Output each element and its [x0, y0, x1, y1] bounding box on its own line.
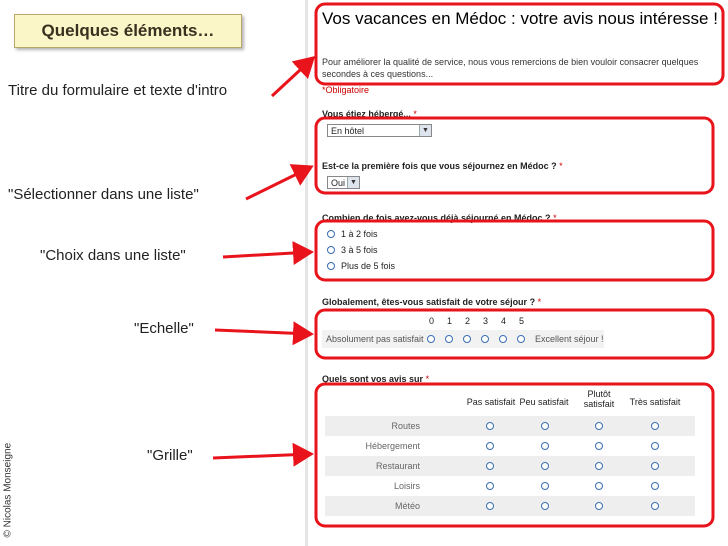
- highlight-box-select: [316, 118, 713, 193]
- chevron-down-icon: ▼: [347, 177, 359, 188]
- copyright-credit: © Nicolas Monseigne: [2, 442, 14, 538]
- select-value: En hôtel: [331, 126, 365, 136]
- grid-row-label: Hébergement: [365, 441, 420, 451]
- scale-number: 0: [429, 316, 435, 326]
- required-star: *: [537, 297, 542, 307]
- scale-number: 1: [447, 316, 453, 326]
- required-star: *: [413, 109, 417, 119]
- grid-row-label: Restaurant: [375, 461, 420, 471]
- select-value: Oui: [331, 178, 346, 188]
- scale-low-label: Absolument pas satisfait: [326, 334, 424, 344]
- radio-label: 1 à 2 fois: [341, 229, 378, 239]
- label-title-intro: Titre du formulaire et texte d'intro: [8, 82, 228, 99]
- highlight-box-title: [316, 4, 723, 84]
- question-label: Quels sont vos avis sur: [322, 374, 424, 384]
- arrow-select: [246, 167, 311, 199]
- highlight-box-grid: [316, 384, 713, 526]
- scale-high-label: Excellent séjour !: [535, 334, 604, 344]
- required-star: *: [559, 161, 563, 171]
- form-title: Vos vacances en Médoc : votre avis nous intéresse !: [322, 9, 718, 28]
- radio-label: 3 à 5 fois: [341, 245, 378, 255]
- grid-row-label: Météo: [394, 501, 420, 511]
- chevron-down-icon: ▼: [419, 125, 431, 136]
- grid-column-header: Peu satisfait: [519, 397, 569, 407]
- grid-row-label: Routes: [391, 421, 420, 431]
- question-label: Vous étiez hébergé...: [322, 109, 411, 119]
- scale-number: 2: [465, 316, 471, 326]
- form-intro-text: Pour améliorer la qualité de service, nous vous remercions de bien vouloir consacrer quelques secondes à ces questions...: [322, 57, 699, 79]
- required-star: *: [553, 213, 557, 223]
- grid-column-header: Pas satisfait: [466, 397, 516, 407]
- grid-column-header: Très satisfait: [629, 397, 681, 407]
- label-choice-list: "Choix dans une liste": [40, 247, 186, 264]
- grid-column-header: Plutôt satisfait: [583, 389, 615, 409]
- arrow-choice: [223, 252, 311, 257]
- slide-title: Quelques éléments…: [14, 14, 242, 48]
- scale-number: 3: [483, 316, 489, 326]
- scale-number: 5: [519, 316, 525, 326]
- question-label: Est-ce la première fois que vous séjournez en Médoc ?: [322, 161, 557, 171]
- highlight-box-scale: [316, 310, 713, 358]
- scale-number: 4: [501, 316, 507, 326]
- label-grid: "Grille": [147, 447, 193, 464]
- highlight-box-choice: [316, 221, 713, 280]
- grid-row-label: Loisirs: [393, 481, 420, 491]
- question-label: Globalement, êtes-vous satisfait de votre séjour ?: [322, 297, 536, 307]
- label-select-list: "Sélectionner dans une liste": [8, 186, 199, 203]
- required-star: *: [425, 374, 430, 384]
- required-note: *Obligatoire: [322, 85, 370, 95]
- arrow-title: [272, 58, 313, 96]
- arrow-scale: [215, 330, 311, 334]
- label-scale: "Echelle": [134, 320, 194, 337]
- arrow-grid: [213, 454, 311, 458]
- question-label: Combien de fois avez-vous déjà séjourné en Médoc ?: [322, 213, 551, 223]
- radio-label: Plus de 5 fois: [341, 261, 396, 271]
